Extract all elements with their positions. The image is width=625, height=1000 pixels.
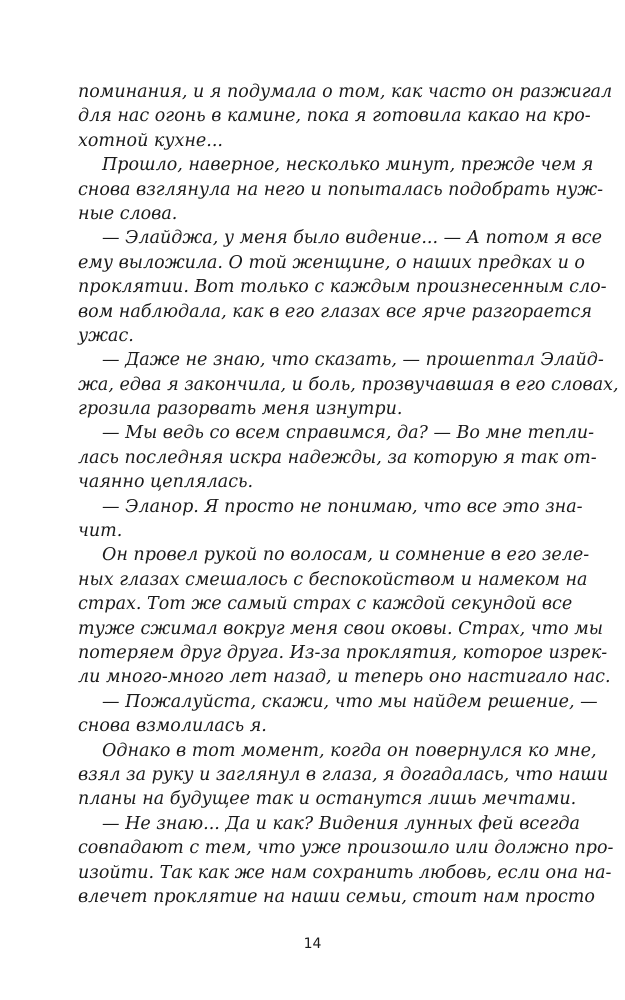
page-number: 14 <box>303 936 322 952</box>
text-line: Он провел рукой по волосам, и сомнение в его зеле- <box>102 545 590 566</box>
text-line: вом наблюдала, как в его глазах все ярче разгорается <box>78 301 593 322</box>
text-line: туже сжимал вокруг меня свои оковы. Страх, что мы <box>78 618 604 639</box>
text-line: ли много-много лет назад, и теперь оно настигало нас. <box>78 667 611 688</box>
text-line: — Элайджа, у меня было видение... — А потом я все <box>102 228 602 249</box>
text-line: лась последняя искра надежды, за которую я так от- <box>78 447 597 468</box>
text-line: жа, едва я закончила, и боль, прозвучавшая в его словах, <box>78 374 619 395</box>
body-text <box>78 80 619 909</box>
text-line: влечет проклятие на наши семьи, стоит нам просто <box>78 886 595 907</box>
text-line: проклятии. Вот только с каждым произнесенным сло- <box>78 277 607 298</box>
text-line: грозила разорвать меня изнутри. <box>78 399 403 420</box>
text-line: — Эланор. Я просто не понимаю, что все это зна- <box>102 496 583 517</box>
text-line: планы на будущее так и останутся лишь мечтами. <box>78 789 577 810</box>
text-line: взял за руку и заглянул в глаза, я догадалась, что наши <box>78 764 609 785</box>
text-line: ему выложила. О той женщине, о наших предках и о <box>78 252 585 273</box>
text-line: ных глазах смешалось с беспокойством и намеком на <box>78 569 588 590</box>
text-line: изойти. Так как же нам сохранить любовь, если она на- <box>78 862 612 883</box>
text-line: потеряем друг друга. Из-за проклятия, которое изрек- <box>78 642 608 663</box>
text-line: чаянно цеплялась. <box>78 472 254 493</box>
text-line: страх. Тот же самый страх с каждой секундой все <box>78 594 573 615</box>
text-line: — Пожалуйста, скажи, что мы найдем решение, — <box>102 691 598 712</box>
text-line: ужас. <box>78 325 134 346</box>
text-line: Однако в тот момент, когда он повернулся ко мне, <box>102 740 597 761</box>
text-line: чит. <box>78 521 123 542</box>
text-line: поминания, и я подумала о том, как часто он разжигал <box>78 82 613 102</box>
text-line: снова взмолилась я. <box>78 716 267 737</box>
text-line: ные слова. <box>78 203 178 224</box>
text-line: снова взглянула на него и попыталась подобрать нуж- <box>78 179 604 200</box>
text-line: хотной кухне... <box>78 130 223 151</box>
text-line: Прошло, наверное, несколько минут, прежде чем я <box>102 155 594 176</box>
text-line: совпадают с тем, что уже произошло или должно про- <box>78 838 614 859</box>
text-line: — Даже не знаю, что сказать, — прошептал Элайд- <box>102 350 604 371</box>
text-line: — Не знаю... Да и как? Видения лунных фей всегда <box>102 813 580 834</box>
text-line: для нас огонь в камине, пока я готовила какао на кро- <box>78 106 591 127</box>
text-line: — Мы ведь со всем справимся, да? — Во мне тепли- <box>102 423 595 444</box>
